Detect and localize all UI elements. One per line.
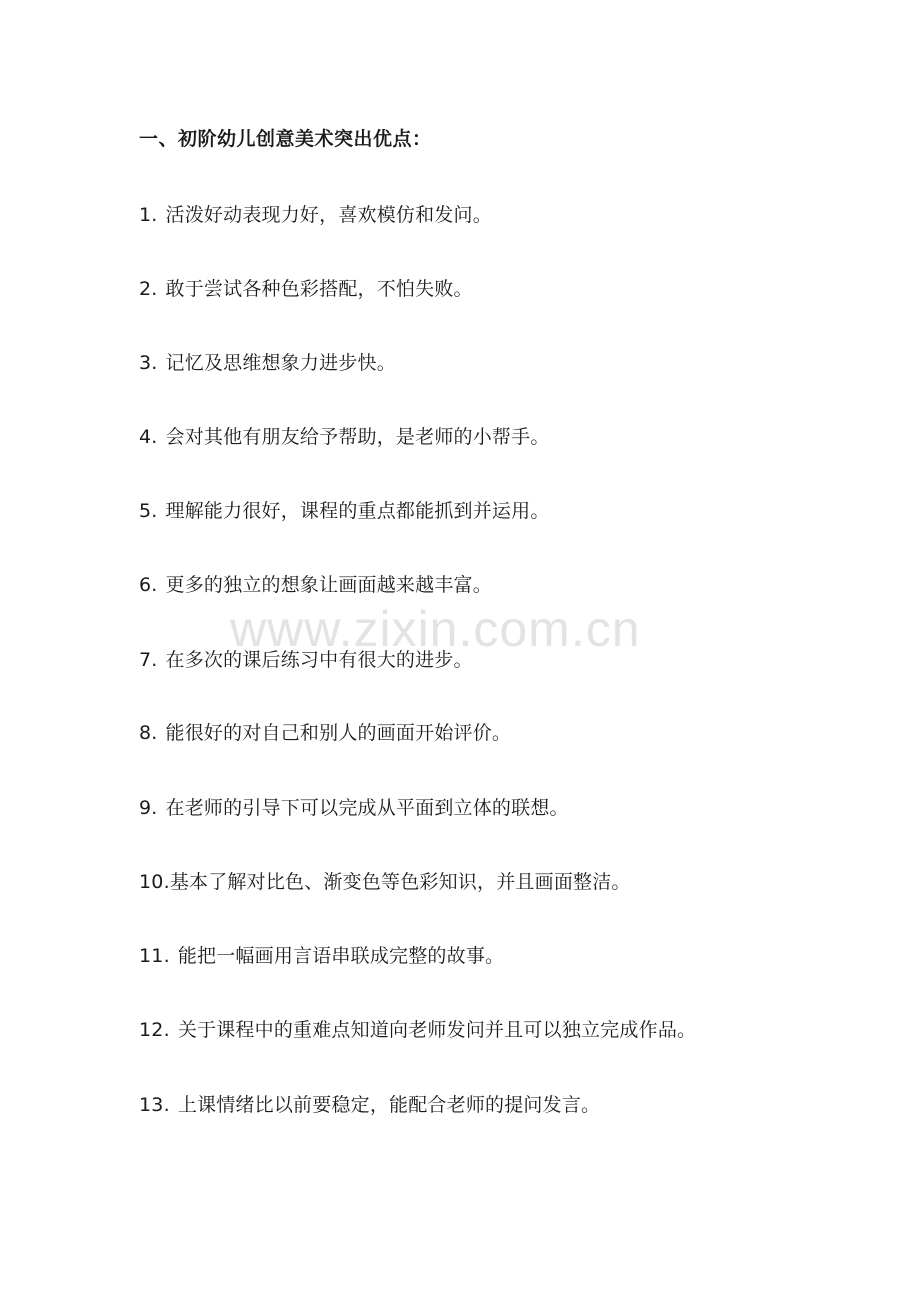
item-number: 8. bbox=[139, 722, 158, 744]
item-number: 10. bbox=[139, 871, 170, 893]
item-number: 11. bbox=[139, 945, 170, 967]
list-item bbox=[139, 793, 569, 820]
list-item bbox=[139, 1015, 696, 1042]
list-item bbox=[139, 941, 504, 968]
section-heading: 一、初阶幼儿创意美术突出优点： bbox=[139, 128, 432, 150]
item-text: 上课情绪比以前要稳定，能配合老师的提问发言。 bbox=[177, 1094, 601, 1116]
item-number: 7. bbox=[139, 649, 158, 671]
list-item bbox=[139, 422, 550, 449]
list-item bbox=[139, 1090, 600, 1117]
item-number: 1. bbox=[139, 204, 158, 226]
item-number: 6. bbox=[139, 574, 158, 596]
list-item bbox=[139, 274, 473, 301]
list-item bbox=[139, 867, 631, 894]
item-text: 在多次的课后练习中有很大的进步。 bbox=[165, 649, 473, 671]
item-text: 更多的独立的想象让画面越来越丰富。 bbox=[165, 574, 492, 596]
item-number: 9. bbox=[139, 797, 158, 819]
item-text: 记忆及思维想象力进步快。 bbox=[165, 352, 396, 374]
item-number: 2. bbox=[139, 278, 158, 300]
item-text: 关于课程中的重难点知道向老师发问并且可以独立完成作品。 bbox=[177, 1019, 697, 1041]
list-item bbox=[139, 570, 492, 597]
list-item bbox=[139, 348, 396, 375]
watermark: www.zixin.com.cn bbox=[230, 601, 641, 657]
list-item bbox=[139, 200, 492, 227]
item-text: 基本了解对比色、渐变色等色彩知识，并且画面整洁。 bbox=[169, 871, 631, 893]
item-text: 会对其他有朋友给予帮助，是老师的小帮手。 bbox=[165, 426, 550, 448]
item-text: 能很好的对自己和别人的画面开始评价。 bbox=[165, 722, 512, 744]
item-text: 敢于尝试各种色彩搭配，不怕失败。 bbox=[165, 278, 473, 300]
item-text: 能把一幅画用言语串联成完整的故事。 bbox=[177, 945, 505, 967]
list-item bbox=[139, 645, 473, 672]
list-item bbox=[139, 718, 511, 745]
item-text: 在老师的引导下可以完成从平面到立体的联想。 bbox=[165, 797, 569, 819]
list-item bbox=[139, 496, 550, 523]
item-number: 5. bbox=[139, 500, 158, 522]
item-number: 4. bbox=[139, 426, 158, 448]
item-number: 3. bbox=[139, 352, 158, 374]
item-text: 活泼好动表现力好，喜欢模仿和发问。 bbox=[165, 204, 492, 226]
item-number: 13. bbox=[139, 1094, 170, 1116]
item-text: 理解能力很好，课程的重点都能抓到并运用。 bbox=[165, 500, 550, 522]
item-number: 12. bbox=[139, 1019, 170, 1041]
